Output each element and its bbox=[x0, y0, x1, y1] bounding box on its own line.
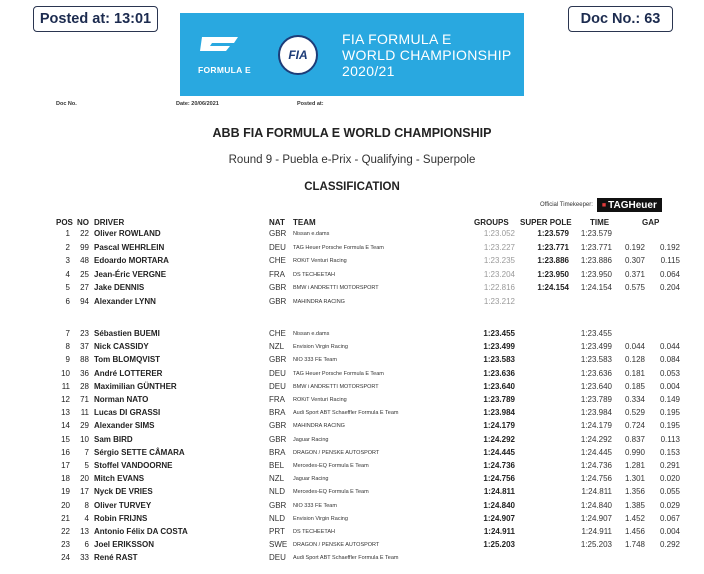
row-nationality: NZL bbox=[269, 474, 285, 484]
row-time: 1:24.292 bbox=[580, 434, 612, 444]
row-team: NIO 333 FE Team bbox=[293, 357, 337, 364]
table-row bbox=[0, 256, 704, 267]
table-row bbox=[0, 421, 704, 432]
row-gap-leader: 1.748 bbox=[624, 540, 645, 550]
row-team: MAHINDRA RACING bbox=[293, 423, 345, 430]
timekeeper-label: Official Timekeeper: bbox=[540, 202, 593, 208]
row-time: 1:24.445 bbox=[580, 447, 612, 457]
row-time: 1:24.179 bbox=[580, 421, 612, 431]
row-superpole-time: 1:23.886 bbox=[537, 256, 569, 265]
row-groups-time: 1:23.984 bbox=[483, 408, 515, 418]
row-car-number: 88 bbox=[80, 355, 89, 365]
row-team: Envision Virgin Racing bbox=[293, 515, 348, 522]
row-car-number: 5 bbox=[84, 461, 89, 470]
row-gap-leader: 0.128 bbox=[624, 355, 645, 365]
championship-banner bbox=[180, 13, 524, 96]
row-gap-previous: 0.055 bbox=[659, 487, 680, 497]
row-pos: 7 bbox=[65, 329, 70, 338]
col-time: TIME bbox=[590, 218, 610, 227]
table-row bbox=[0, 369, 704, 380]
row-groups-time: 1:25.203 bbox=[483, 540, 515, 550]
row-gap-previous: 0.004 bbox=[659, 527, 680, 536]
row-time: 1:24.840 bbox=[580, 500, 612, 510]
row-superpole-time: 1:24.154 bbox=[537, 283, 569, 292]
row-time: 1:23.789 bbox=[580, 395, 612, 404]
row-car-number: 7 bbox=[84, 447, 89, 457]
row-nationality: SWE bbox=[269, 540, 288, 550]
row-gap-leader: 1.456 bbox=[624, 527, 645, 536]
row-groups-time: 1:23.636 bbox=[483, 368, 515, 378]
row-nationality: CHE bbox=[269, 256, 286, 265]
doc-number-badge: Doc No.: 63 bbox=[568, 6, 673, 32]
col-pos: POS bbox=[56, 218, 73, 227]
row-nationality: PRT bbox=[269, 527, 285, 536]
row-groups-time: 1:23.455 bbox=[483, 329, 515, 338]
row-car-number: 29 bbox=[80, 421, 89, 431]
row-gap-previous: 0.084 bbox=[659, 355, 680, 365]
banner-line-2: WORLD CHAMPIONSHIP bbox=[342, 46, 512, 63]
row-car-number: 94 bbox=[80, 296, 89, 306]
row-gap-leader: 0.529 bbox=[624, 408, 645, 418]
row-team: MAHINDRA RACING bbox=[293, 298, 345, 305]
row-time: 1:23.499 bbox=[580, 342, 612, 352]
row-driver: Oliver TURVEY bbox=[94, 500, 152, 510]
row-team: Jaguar Racing bbox=[293, 476, 329, 483]
row-driver: Mitch EVANS bbox=[94, 474, 145, 484]
row-gap-leader: 0.334 bbox=[624, 395, 645, 404]
row-driver: Nyck DE VRIES bbox=[94, 487, 153, 497]
row-team: Audi Sport ABT Schaeffler Formula E Team bbox=[293, 410, 399, 417]
row-time: 1:24.154 bbox=[580, 283, 612, 292]
row-nationality: GBR bbox=[269, 421, 287, 431]
row-team: DRAGON / PENSKE AUTOSPORT bbox=[293, 449, 380, 456]
table-row bbox=[0, 395, 704, 406]
row-time: 1:23.984 bbox=[580, 408, 612, 418]
row-groups-time: 1:24.445 bbox=[483, 447, 515, 457]
row-pos: 1 bbox=[65, 229, 70, 238]
row-gap-leader: 0.371 bbox=[624, 269, 645, 279]
row-car-number: 22 bbox=[80, 229, 89, 238]
row-gap-previous: 0.291 bbox=[659, 461, 680, 470]
row-gap-previous: 0.292 bbox=[659, 540, 680, 550]
row-team: Mercedes-EQ Formula E Team bbox=[293, 463, 369, 469]
row-time: 1:23.583 bbox=[580, 355, 612, 365]
row-driver: Lucas DI GRASSI bbox=[94, 408, 161, 418]
row-nationality: DEU bbox=[269, 553, 286, 563]
col-team: TEAM bbox=[293, 218, 316, 227]
row-driver: Sérgio SETTE CÂMARA bbox=[94, 447, 185, 457]
row-gap-leader: 0.724 bbox=[624, 421, 645, 431]
row-gap-previous: 0.113 bbox=[660, 434, 680, 444]
table-row bbox=[0, 553, 704, 564]
formula-e-wordmark: FORMULA E bbox=[198, 65, 251, 75]
row-pos: 8 bbox=[65, 342, 70, 352]
row-pos: 18 bbox=[61, 474, 70, 484]
row-groups-time: 1:24.736 bbox=[483, 461, 515, 470]
row-driver: Edoardo MORTARA bbox=[94, 256, 169, 265]
row-driver: Joel ERIKSSON bbox=[94, 540, 155, 550]
row-gap-previous: 0.153 bbox=[659, 447, 680, 457]
row-car-number: 48 bbox=[80, 256, 89, 265]
row-car-number: 13 bbox=[80, 527, 89, 536]
row-pos: 21 bbox=[61, 513, 70, 523]
row-team: ROKiT Venturi Racing bbox=[293, 397, 347, 403]
row-groups-time: 1:22.816 bbox=[483, 283, 515, 292]
row-nationality: CHE bbox=[269, 329, 286, 338]
row-time: 1:23.579 bbox=[580, 229, 612, 238]
col-nat: NAT bbox=[269, 218, 285, 227]
row-team: Audi Sport ABT Schaeffler Formula E Team bbox=[293, 555, 399, 562]
col-superpole: SUPER POLE bbox=[520, 218, 572, 227]
row-driver: René RAST bbox=[94, 553, 138, 563]
row-groups-time: 1:23.204 bbox=[483, 269, 515, 279]
row-pos: 19 bbox=[61, 487, 70, 497]
table-row bbox=[0, 527, 704, 538]
row-team: Envision Virgin Racing bbox=[293, 344, 348, 351]
row-pos: 22 bbox=[61, 527, 70, 536]
row-driver: Sébastien BUEMI bbox=[94, 329, 160, 338]
tag-heuer-shield-icon: ■ bbox=[601, 201, 607, 209]
banner-line-1: FIA FORMULA E bbox=[342, 30, 452, 47]
row-groups-time: 1:24.840 bbox=[483, 500, 515, 510]
row-pos: 15 bbox=[61, 434, 70, 444]
row-pos: 4 bbox=[65, 269, 70, 279]
row-groups-time: 1:24.911 bbox=[483, 527, 515, 536]
row-team: BMW i ANDRETTI MOTORSPORT bbox=[293, 383, 379, 390]
row-groups-time: 1:23.789 bbox=[483, 395, 515, 404]
row-gap-leader: 0.307 bbox=[624, 256, 645, 265]
row-time: 1:25.203 bbox=[580, 540, 612, 550]
row-car-number: 25 bbox=[80, 269, 89, 279]
row-gap-leader: 0.192 bbox=[624, 242, 645, 252]
row-driver: Norman NATO bbox=[94, 395, 149, 404]
row-driver: Tom BLOMQVIST bbox=[94, 355, 161, 365]
row-nationality: DEU bbox=[269, 368, 286, 378]
row-driver: Sam BIRD bbox=[94, 434, 133, 444]
tag-heuer-wordmark: TAGHeuer bbox=[608, 199, 657, 211]
table-row bbox=[0, 355, 704, 366]
banner-line-3: 2020/21 bbox=[342, 62, 395, 79]
table-row bbox=[0, 540, 704, 551]
row-team: Nissan e.dams bbox=[293, 331, 330, 337]
row-driver: Antonio Félix DA COSTA bbox=[94, 527, 188, 536]
row-car-number: 17 bbox=[80, 487, 89, 497]
row-pos: 23 bbox=[61, 540, 70, 550]
row-team: NIO 333 FE Team bbox=[293, 502, 337, 509]
row-nationality: BRA bbox=[269, 408, 286, 418]
row-driver: Nick CASSIDY bbox=[94, 342, 149, 352]
row-gap-previous: 0.053 bbox=[659, 368, 680, 378]
row-groups-time: 1:24.292 bbox=[483, 434, 515, 444]
row-groups-time: 1:23.052 bbox=[483, 229, 515, 238]
table-row bbox=[0, 514, 704, 525]
row-groups-time: 1:24.907 bbox=[483, 513, 515, 523]
row-driver: Robin FRIJNS bbox=[94, 513, 148, 523]
row-groups-time: 1:23.212 bbox=[483, 296, 515, 306]
row-car-number: 8 bbox=[84, 500, 89, 510]
row-driver: Pascal WEHRLEIN bbox=[94, 242, 165, 252]
row-gap-previous: 0.044 bbox=[659, 342, 680, 352]
table-row bbox=[0, 461, 704, 472]
row-nationality: DEU bbox=[269, 242, 286, 252]
table-row bbox=[0, 297, 704, 308]
row-car-number: 4 bbox=[84, 513, 89, 523]
row-gap-leader: 1.356 bbox=[624, 487, 645, 497]
row-gap-previous: 0.064 bbox=[659, 269, 680, 279]
row-team: DRAGON / PENSKE AUTOSPORT bbox=[293, 542, 380, 549]
table-row bbox=[0, 329, 704, 340]
row-driver: Oliver ROWLAND bbox=[94, 229, 161, 238]
row-team: ROKiT Venturi Racing bbox=[293, 258, 347, 264]
row-gap-leader: 0.990 bbox=[624, 447, 645, 457]
row-car-number: 28 bbox=[80, 381, 89, 391]
row-nationality: DEU bbox=[269, 381, 286, 391]
row-time: 1:24.911 bbox=[581, 527, 612, 536]
row-gap-leader: 0.185 bbox=[624, 381, 645, 391]
row-time: 1:23.886 bbox=[580, 256, 612, 265]
row-gap-previous: 0.195 bbox=[659, 408, 680, 418]
row-nationality: GBR bbox=[269, 229, 287, 238]
row-nationality: FRA bbox=[269, 395, 285, 404]
row-superpole-time: 1:23.771 bbox=[537, 242, 569, 252]
row-time: 1:23.455 bbox=[580, 329, 612, 338]
row-car-number: 20 bbox=[80, 474, 89, 484]
row-time: 1:24.736 bbox=[580, 461, 612, 470]
document-subtitle: Round 9 - Puebla e-Prix - Qualifying - Superpole bbox=[228, 154, 476, 166]
row-groups-time: 1:24.756 bbox=[483, 474, 515, 484]
table-row bbox=[0, 487, 704, 498]
formula-e-logo bbox=[180, 13, 258, 96]
row-car-number: 11 bbox=[80, 408, 89, 418]
row-pos: 9 bbox=[65, 355, 70, 365]
col-groups: GROUPS bbox=[474, 218, 509, 227]
table-row bbox=[0, 229, 704, 240]
row-groups-time: 1:23.640 bbox=[483, 381, 515, 391]
row-nationality: GBR bbox=[269, 283, 287, 292]
row-nationality: NLD bbox=[269, 487, 286, 497]
row-pos: 13 bbox=[61, 408, 70, 418]
row-nationality: BRA bbox=[269, 447, 286, 457]
row-nationality: FRA bbox=[269, 269, 285, 279]
row-gap-previous: 0.004 bbox=[659, 381, 680, 391]
table-row bbox=[0, 501, 704, 512]
row-time: 1:23.636 bbox=[580, 368, 612, 378]
table-row bbox=[0, 408, 704, 419]
row-nationality: GBR bbox=[269, 296, 287, 306]
doc-no-label: Doc No. bbox=[56, 101, 77, 107]
row-driver: Stoffel VANDOORNE bbox=[94, 461, 173, 470]
row-gap-previous: 0.204 bbox=[659, 283, 680, 292]
row-time: 1:24.811 bbox=[581, 487, 612, 497]
row-car-number: 27 bbox=[80, 283, 89, 292]
table-row bbox=[0, 243, 704, 254]
row-superpole-time: 1:23.950 bbox=[537, 269, 569, 279]
row-pos: 2 bbox=[65, 242, 70, 252]
row-gap-leader: 0.837 bbox=[624, 434, 645, 444]
row-nationality: NLD bbox=[269, 513, 286, 523]
row-gap-leader: 0.044 bbox=[624, 342, 645, 352]
row-pos: 14 bbox=[61, 421, 70, 431]
table-row bbox=[0, 342, 704, 353]
row-nationality: GBR bbox=[269, 434, 287, 444]
row-gap-leader: 1.301 bbox=[624, 474, 645, 484]
row-nationality: GBR bbox=[269, 500, 287, 510]
table-row bbox=[0, 270, 704, 281]
row-driver: Alexander LYNN bbox=[94, 296, 156, 306]
row-nationality: GBR bbox=[269, 355, 287, 365]
col-driver: DRIVER bbox=[94, 218, 125, 227]
row-pos: 12 bbox=[61, 395, 70, 404]
row-pos: 20 bbox=[61, 500, 70, 510]
tag-heuer-logo bbox=[597, 198, 662, 212]
row-groups-time: 1:23.227 bbox=[483, 242, 515, 252]
row-pos: 3 bbox=[65, 256, 70, 265]
row-car-number: 23 bbox=[80, 329, 89, 338]
row-superpole-time: 1:23.579 bbox=[537, 229, 569, 238]
row-team: TAG Heuer Porsche Formula E Team bbox=[293, 370, 384, 377]
row-time: 1:24.907 bbox=[580, 513, 612, 523]
row-pos: 17 bbox=[61, 461, 70, 470]
row-pos: 5 bbox=[65, 283, 70, 292]
row-car-number: 10 bbox=[80, 434, 89, 444]
row-car-number: 6 bbox=[84, 540, 89, 550]
row-team: DS TECHEETAH bbox=[293, 271, 335, 278]
row-gap-leader: 1.385 bbox=[624, 500, 645, 510]
row-driver: André LOTTERER bbox=[94, 368, 163, 378]
row-team: BMW i ANDRETTI MOTORSPORT bbox=[293, 285, 379, 291]
official-timekeeper bbox=[540, 198, 662, 212]
row-gap-previous: 0.149 bbox=[659, 395, 680, 404]
table-row bbox=[0, 283, 704, 294]
classification-heading: CLASSIFICATION bbox=[304, 181, 400, 193]
table-row bbox=[0, 474, 704, 485]
col-no: NO bbox=[77, 218, 89, 227]
row-time: 1:23.950 bbox=[580, 269, 612, 279]
row-car-number: 33 bbox=[80, 553, 89, 563]
row-groups-time: 1:24.179 bbox=[483, 421, 515, 431]
date-label: Date: 20/06/2021 bbox=[176, 101, 219, 107]
fia-seal-icon: FIA bbox=[278, 35, 318, 75]
row-team: Nissan e.dams bbox=[293, 231, 330, 237]
row-car-number: 37 bbox=[80, 342, 89, 352]
col-gap: GAP bbox=[642, 218, 660, 227]
row-pos: 10 bbox=[61, 368, 70, 378]
row-team: TAG Heuer Porsche Formula E Team bbox=[293, 244, 384, 251]
row-driver: Alexander SIMS bbox=[94, 421, 155, 431]
banner-title bbox=[342, 31, 512, 79]
row-gap-previous: 0.029 bbox=[659, 500, 680, 510]
row-gap-previous: 0.020 bbox=[659, 474, 680, 484]
row-pos: 16 bbox=[61, 447, 70, 457]
row-groups-time: 1:23.583 bbox=[483, 355, 515, 365]
row-driver: Maximilian GÜNTHER bbox=[94, 381, 177, 391]
table-row bbox=[0, 382, 704, 393]
row-gap-previous: 0.195 bbox=[659, 421, 680, 431]
formula-e-mark-icon bbox=[198, 33, 242, 57]
row-driver: Jean-Éric VERGNE bbox=[94, 269, 167, 279]
row-car-number: 71 bbox=[80, 395, 89, 404]
row-team: Jaguar Racing bbox=[293, 436, 329, 443]
row-pos: 11 bbox=[61, 381, 70, 391]
row-gap-leader: 0.575 bbox=[624, 283, 645, 292]
table-row bbox=[0, 448, 704, 459]
row-gap-previous: 0.115 bbox=[660, 256, 680, 265]
row-time: 1:24.756 bbox=[580, 474, 612, 484]
row-team: DS TECHEETAH bbox=[293, 529, 335, 535]
row-car-number: 36 bbox=[80, 368, 89, 378]
row-time: 1:23.640 bbox=[580, 381, 612, 391]
table-row bbox=[0, 435, 704, 446]
row-nationality: BEL bbox=[269, 461, 285, 470]
row-time: 1:23.771 bbox=[580, 242, 612, 252]
row-pos: 6 bbox=[65, 296, 70, 306]
row-gap-leader: 0.181 bbox=[624, 368, 645, 378]
row-gap-previous: 0.192 bbox=[659, 242, 680, 252]
row-nationality: NZL bbox=[269, 342, 285, 352]
row-groups-time: 1:23.235 bbox=[483, 256, 515, 265]
posted-label: Posted at: bbox=[297, 101, 324, 107]
row-gap-leader: 1.281 bbox=[624, 461, 645, 470]
posted-at-badge: Posted at: 13:01 bbox=[33, 6, 158, 32]
row-car-number: 99 bbox=[80, 242, 89, 252]
document-title: ABB FIA FORMULA E WORLD CHAMPIONSHIP bbox=[212, 126, 492, 140]
row-gap-previous: 0.067 bbox=[659, 513, 680, 523]
row-team: Mercedes-EQ Formula E Team bbox=[293, 489, 369, 496]
row-driver: Jake DENNIS bbox=[94, 283, 145, 292]
row-groups-time: 1:24.811 bbox=[483, 487, 515, 497]
row-groups-time: 1:23.499 bbox=[483, 342, 515, 352]
row-gap-leader: 1.452 bbox=[624, 513, 645, 523]
row-pos: 24 bbox=[61, 553, 70, 563]
